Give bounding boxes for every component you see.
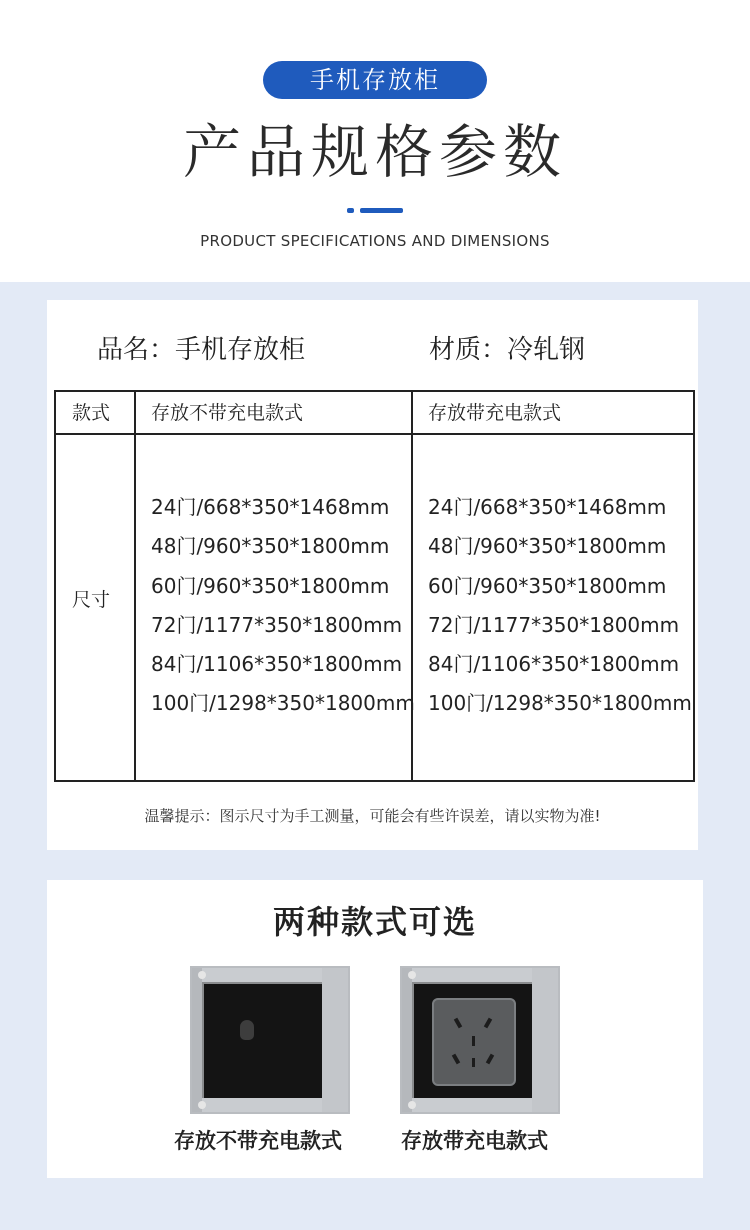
option-label-no-charge: 存放不带充电款式 xyxy=(174,1129,342,1153)
screw-icon xyxy=(198,1101,206,1109)
header-with-charge: 存放带充电款式 xyxy=(428,402,562,424)
header-no-charge: 存放不带充电款式 xyxy=(151,402,304,424)
page-subtitle: PRODUCT SPECIFICATIONS AND DIMENSIONS xyxy=(200,232,550,250)
spec-table xyxy=(54,390,695,782)
table-divider xyxy=(56,433,693,435)
size-list-with-charge xyxy=(428,488,692,724)
size-item: 72门/1177*350*1800mm xyxy=(428,612,680,637)
screw-icon xyxy=(198,971,206,979)
row-label-size: 尺寸 xyxy=(72,589,111,611)
size-item: 48门/960*350*1800mm xyxy=(428,534,667,559)
power-socket-icon xyxy=(432,998,516,1086)
size-item: 24门/668*350*1468mm xyxy=(428,495,667,519)
size-item: 60门/960*350*1800mm xyxy=(428,573,667,598)
product-name: 品名：手机存放柜 xyxy=(97,335,306,365)
divider-dot xyxy=(347,208,354,213)
measurement-tip: 温馨提示：图示尺寸为手工测量，可能会有些许误差，请以实物为准! xyxy=(144,807,601,825)
screw-icon xyxy=(408,971,416,979)
size-item: 84门/1106*350*1800mm xyxy=(428,652,680,677)
divider-bar xyxy=(360,208,403,213)
size-item: 100门/1298*350*1800mm xyxy=(428,691,692,716)
size-item: 60门/960*350*1800mm xyxy=(151,573,390,598)
with-charge-locker-photo xyxy=(400,966,560,1114)
size-item: 24门/668*350*1468mm xyxy=(151,495,390,519)
options-title: 两种款式可选 xyxy=(272,903,477,941)
product-material: 材质：冷轧钢 xyxy=(429,335,586,365)
header-style: 款式 xyxy=(72,402,111,424)
category-pill: 手机存放柜 xyxy=(263,61,487,99)
table-divider xyxy=(134,392,136,780)
locker-compartment xyxy=(414,984,532,1098)
options-card xyxy=(47,880,703,1178)
page-title: 产品规格参数 xyxy=(182,118,567,186)
screw-icon xyxy=(408,1101,416,1109)
size-item: 72门/1177*350*1800mm xyxy=(151,612,403,637)
hook-icon xyxy=(240,1020,254,1040)
option-label-with-charge: 存放带充电款式 xyxy=(401,1129,548,1153)
header-section xyxy=(0,0,750,282)
spec-card xyxy=(47,300,698,850)
size-list-no-charge xyxy=(151,488,415,724)
size-item: 48门/960*350*1800mm xyxy=(151,534,390,559)
locker-compartment xyxy=(204,984,322,1098)
size-item: 100门/1298*350*1800mm xyxy=(151,691,415,716)
size-item: 84门/1106*350*1800mm xyxy=(151,652,403,677)
no-charge-locker-photo xyxy=(190,966,350,1114)
